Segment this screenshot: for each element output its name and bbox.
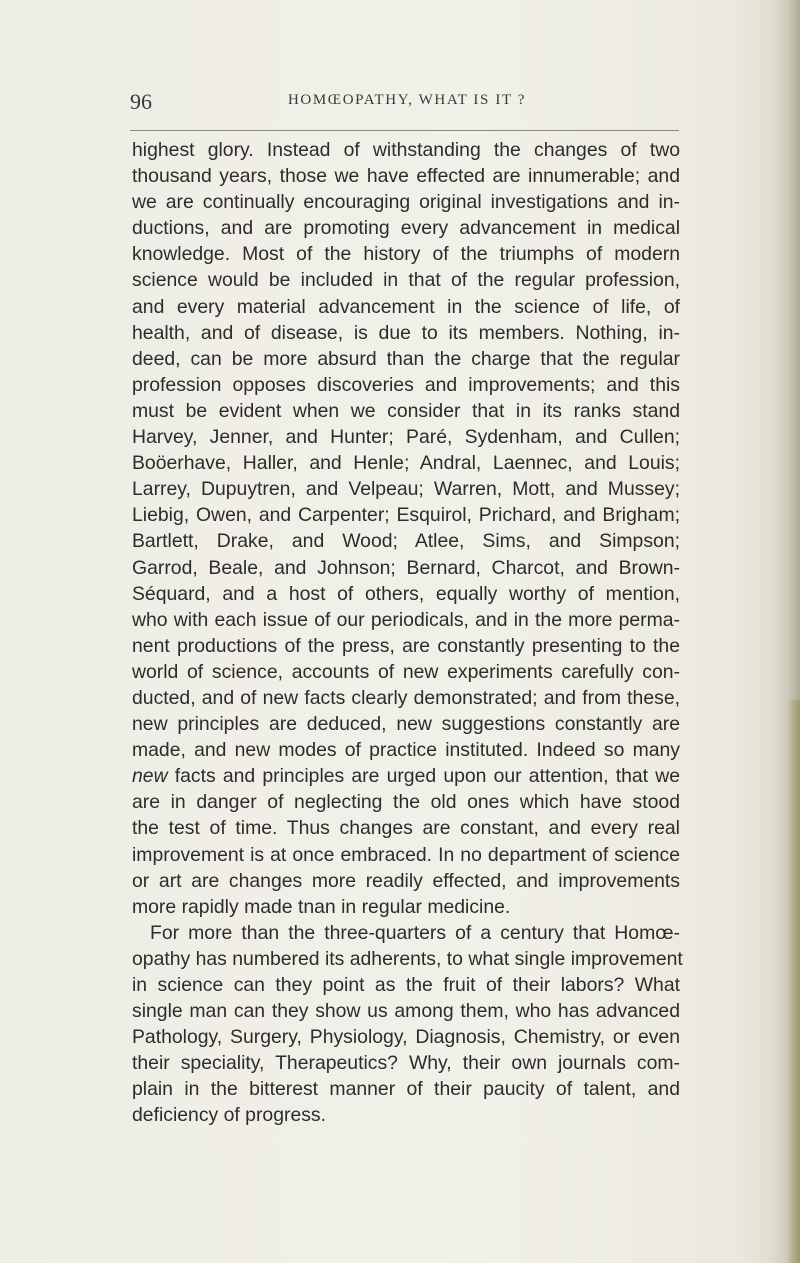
text-line: the test of time. Thus changes are constant, and every real	[132, 817, 680, 840]
text-line: we are continually encouraging original investigations and in-	[132, 191, 680, 214]
text-line: knowledge. Most of the history of the triumphs of modern	[132, 243, 680, 266]
text-line: thousand years, those we have effected are innumerable; and	[132, 165, 680, 188]
text-line: must be evident when we consider that in its ranks stand	[132, 399, 680, 422]
text-line: deed, can be more absurd than the charge that the regular	[132, 347, 680, 370]
text-line: For more than the three-quarters of a century that Homœ-	[150, 921, 680, 944]
text-line: nent productions of the press, are constantly presenting to the	[132, 634, 680, 657]
text-line: health, and of disease, is due to its members. Nothing, in-	[132, 321, 680, 344]
text-line: who with each issue of our periodicals, and in the more perma-	[132, 608, 680, 631]
text-line: Liebig, Owen, and Carpenter; Esquirol, Prichard, and Brigham;	[132, 504, 680, 527]
text-line: highest glory. Instead of withstanding the changes of two	[132, 139, 680, 161]
text-line: new principles are deduced, new suggestions constantly are	[132, 713, 680, 736]
text-line: Boöerhave, Haller, and Henle; Andral, Laennec, and Louis;	[132, 452, 680, 475]
text-line: Larrey, Dupuytren, and Velpeau; Warren, Mott, and Mussey;	[132, 478, 680, 501]
text-line: in science can they point as the fruit of their labors? What	[132, 974, 680, 996]
text-line: their speciality, Therapeutics? Why, their own journals com-	[132, 1052, 680, 1075]
text-line: and every material advancement in the science of life, of	[132, 295, 680, 318]
paragraph-1	[132, 137, 680, 920]
text-line: Séquard, and a host of others, equally worthy of mention,	[132, 582, 680, 605]
text-line: improvement is at once embraced. In no department of science	[132, 843, 680, 866]
text-line: Harvey, Jenner, and Hunter; Paré, Sydenham, and Cullen;	[132, 426, 680, 449]
text-line: or art are changes more readily effected, and improvements	[132, 869, 680, 892]
text-line: opathy has numbered its adherents, to what single improvement	[132, 947, 683, 970]
text-line: science would be included in that of the regular profession,	[132, 269, 680, 292]
paragraph-2	[132, 920, 683, 1129]
text-line: plain in the bitterest manner of their paucity of talent, and	[132, 1078, 680, 1101]
running-head: HOMŒOPATHY, WHAT IS IT ?	[288, 92, 527, 108]
text-line: Pathology, Surgery, Physiology, Diagnosis, Chemistry, or even	[132, 1026, 680, 1049]
header-rule	[130, 130, 679, 131]
text-line: are in danger of neglecting the old ones which have stood	[132, 791, 680, 814]
text-line: ducted, and of new facts clearly demonstrated; and from these,	[132, 686, 680, 709]
page-edge-stain	[786, 700, 800, 1263]
text-line: world of science, accounts of new experiments carefully con-	[132, 660, 680, 683]
text-line: deficiency of progress.	[132, 1104, 327, 1127]
page-number: 96	[130, 89, 152, 114]
text-line: profession opposes discoveries and improvements; and this	[132, 373, 680, 396]
text-line: Bartlett, Drake, and Wood; Atlee, Sims, and Simpson;	[132, 530, 680, 553]
text-line: made, and new modes of practice instituted. Indeed so many	[132, 739, 680, 762]
text-line: single man can they show us among them, who has advanced	[132, 1000, 680, 1023]
text-line: more rapidly made tnan in regular medicine.	[132, 895, 511, 918]
text-line: Garrod, Beale, and Johnson; Bernard, Charcot, and Brown-	[132, 556, 680, 579]
text-line: ductions, and are promoting every advancement in medical	[132, 217, 680, 240]
page-header	[130, 89, 677, 119]
body-text	[132, 137, 683, 1129]
text-line: new facts and principles are urged upon our attention, that we	[132, 765, 680, 788]
